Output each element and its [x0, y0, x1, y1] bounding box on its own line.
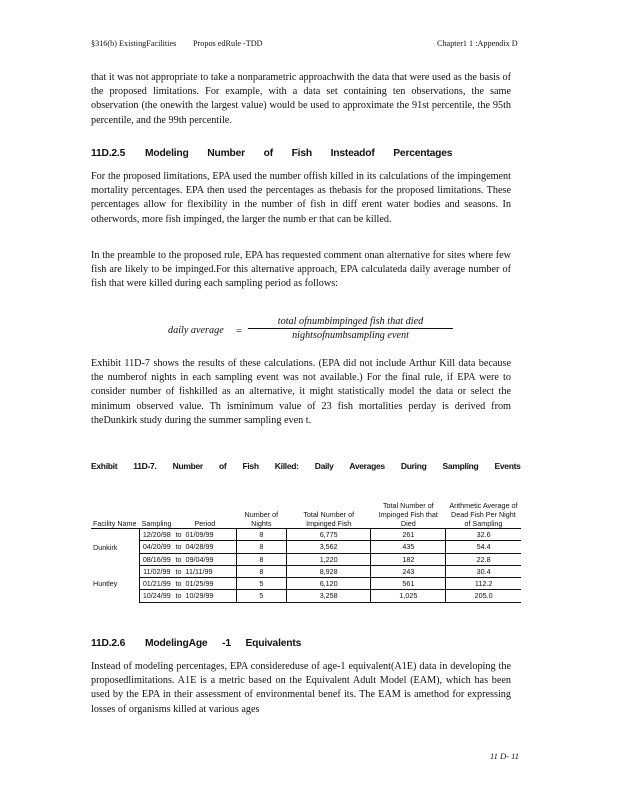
start-date: 11/02/99	[140, 565, 174, 577]
start-date: 04/20/99	[140, 541, 174, 553]
exhibit-title: Exhibit 11D-7. Number of Fish Killed: Daily Averages During Sampling Events	[91, 461, 521, 471]
nights-cell: 8	[236, 553, 286, 565]
impinged-cell: 1,220	[287, 553, 371, 565]
fraction-bar	[248, 328, 453, 329]
died-cell: 435	[371, 541, 446, 553]
section-title: Modeling Number of Fish Insteadof Percentages	[145, 148, 453, 159]
died-cell: 243	[371, 565, 446, 577]
nights-cell: 5	[236, 590, 286, 602]
header-left: §316(b) ExistingFacilities	[91, 39, 177, 48]
start-date: 12/20/98	[140, 529, 174, 541]
died-cell: 1,025	[371, 590, 446, 602]
end-date: to 11/11/99	[174, 565, 237, 577]
impinged-cell: 3,258	[287, 590, 371, 602]
table-row	[91, 553, 521, 565]
average-cell: 54.4	[446, 541, 521, 553]
end-date: to 09/04/99	[174, 553, 237, 565]
facility-cell: Dunkirk	[91, 529, 140, 566]
paragraph-2: For the proposed limitations, EPA used the number offish killed in its calculations of the impingement mortality percentages. EPA then used the percentages as thebasis for the proposed limitations. These percentages allow for flexibility in the number of fish in diff erent water bodies and seasons. In otherwords, more fish impinged, the larger the numb er that can be killed.	[91, 171, 511, 225]
table-row	[91, 565, 521, 577]
start-date: 10/24/99	[140, 590, 174, 602]
end-date: to 01/09/99	[174, 529, 237, 541]
equation-denominator: nightsofnumbsampling event	[292, 330, 409, 341]
nights-cell: 8	[236, 529, 286, 541]
header-center: Propos edRule -TDD	[193, 39, 263, 48]
col-average: Arithmetic Average of Dead Fish Per Night of Sampling	[449, 501, 518, 528]
page-number: 11 D- 11	[490, 751, 519, 761]
nights-cell: 5	[236, 578, 286, 590]
end-date: to 10/29/99	[174, 590, 237, 602]
nights-cell: 8	[236, 565, 286, 577]
average-cell: 205.0	[446, 590, 521, 602]
col-nights: Number of Nights	[244, 510, 279, 528]
paragraph-3: In the preamble to the proposed rule, EPA has requested comment onan alternative for sites where few fish are likely to be impinged.For this alternative approach, EPA calculateda daily average number of fish that were killed during each sampling period as follows:	[91, 250, 511, 290]
section-heading-11d26	[91, 638, 301, 649]
died-cell: 261	[371, 529, 446, 541]
average-cell: 30.4	[446, 565, 521, 577]
col-impinged: Total Number of Impinged Fish	[303, 510, 355, 528]
header-right: Chapter1 1 :Appendix D	[437, 39, 518, 48]
impinged-cell: 6,775	[287, 529, 371, 541]
section-number: 11D.2.5	[91, 148, 126, 159]
col-sampling: Sampling	[141, 519, 172, 528]
col-died: Total Number of Impinged Fish that Died	[378, 501, 438, 528]
table-row	[91, 578, 521, 590]
died-cell: 182	[371, 553, 446, 565]
start-date: 08/16/99	[140, 553, 174, 565]
start-date: 01/21/99	[140, 578, 174, 590]
table-row	[91, 541, 521, 553]
exhibit-table	[91, 472, 521, 603]
impinged-cell: 3,562	[287, 541, 371, 553]
section-heading-11d25	[91, 148, 452, 159]
table-row	[91, 529, 521, 541]
nights-cell: 8	[236, 541, 286, 553]
end-date: to 04/28/99	[174, 541, 237, 553]
equation-lhs: daily average	[168, 325, 224, 336]
section-number: 11D.2.6	[91, 638, 126, 649]
col-period: Period	[194, 519, 216, 528]
section-title: ModelingAge -1 Equivalents	[145, 638, 302, 649]
paragraph-4: Exhibit 11D-7 shows the results of these calculations. (EPA did not include Arthur Kill data because the numberof nights in each sampling event was not available.) For the final rule, if EPA were to consider number of fishkilled as an alternative, it might statistically model the data or select the minimum observed value. Th isminimum value of 23 fish mortalities perday is derived from theDunkirk study during the summer sampling even t.	[91, 358, 511, 426]
impinged-cell: 6,120	[287, 578, 371, 590]
equation-equals: =	[236, 326, 242, 337]
died-cell: 561	[371, 578, 446, 590]
average-cell: 32.6	[446, 529, 521, 541]
col-facility: Facility Name	[93, 519, 137, 528]
average-cell: 112.2	[446, 578, 521, 590]
facility-cell: Huntley	[91, 565, 140, 602]
paragraph-1: that it was not appropriate to take a nonparametric approachwith the data that were used as the basis of the proposed limitations. For example, with a data set containing ten observations, the same observation (the onewith the largest value) would be used to approximate the 91st percentile, the 95th percentile, and the 99th percentile.	[91, 72, 511, 126]
impinged-cell: 8,928	[287, 565, 371, 577]
paragraph-5: Instead of modeling percentages, EPA consideredusе of age-1 equivalent(A1E) data in developing the proposedlimitations. A1E is a metric based on the Equivalent Adult Model (EAM), which has been used by the EPA in their assessment of environmental benef its. The EAM is amethod for expressing losses of organisms killed at various ages	[91, 661, 511, 715]
equation-numerator: total ofnumbimpinged fish that died	[277, 316, 424, 327]
daily-average-equation	[168, 316, 458, 348]
table-row	[91, 590, 521, 602]
end-date: to 01/25/99	[174, 578, 237, 590]
average-cell: 22.8	[446, 553, 521, 565]
